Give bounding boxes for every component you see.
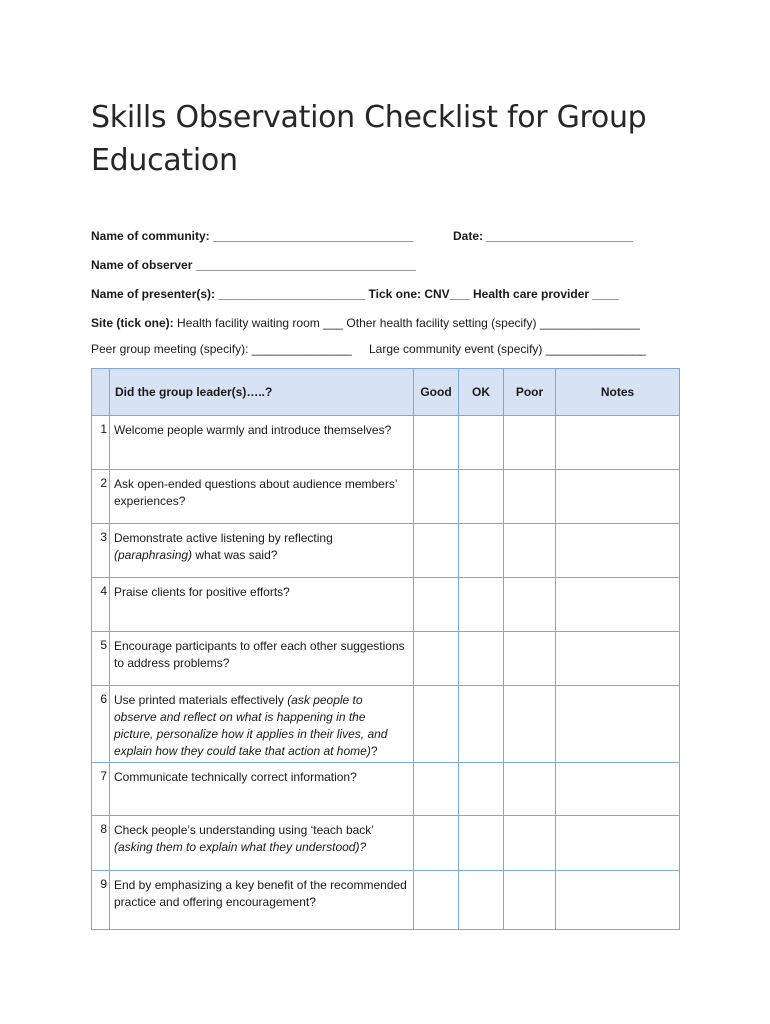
notes-cell[interactable] [556,416,680,470]
large-event-field[interactable]: Large community event (specify) _______________ [369,342,646,356]
site-field [91,315,640,331]
good-cell[interactable] [414,578,459,632]
row-question-text-end: ? [370,744,378,758]
site-options[interactable]: Health facility waiting room ___ Other health facility setting (specify) _______________ [173,316,640,330]
row-question-italic: (ask people to observe and reflect on what is happening in the picture, personalize how it applies in their lives, and explain how they could take that action at home) [114,693,388,758]
notes-cell[interactable] [556,763,680,816]
poor-cell[interactable] [504,524,556,578]
table-row [92,632,680,686]
poor-cell[interactable] [504,686,556,763]
row-question-text: Demonstrate active listening by reflecting [114,531,333,545]
good-cell[interactable] [414,524,459,578]
ok-cell[interactable] [459,470,504,524]
poor-cell[interactable] [504,816,556,871]
table-row [92,871,680,930]
row-question-text: Use printed materials effectively [114,693,288,707]
row-question: Welcome people warmly and introduce themselves? [110,416,414,470]
good-cell[interactable] [414,763,459,816]
ok-cell[interactable] [459,632,504,686]
header-question: Did the group leader(s)…..? [110,369,414,416]
notes-cell[interactable] [556,686,680,763]
page-title: Skills Observation Checklist for Group Education [91,100,647,178]
good-cell[interactable] [414,686,459,763]
header-ok: OK [459,369,504,416]
row-question: End by emphasizing a key benefit of the recommended practice and offering encouragement? [110,871,414,930]
header-notes: Notes [556,369,680,416]
notes-cell[interactable] [556,578,680,632]
row-question [110,816,414,871]
poor-cell[interactable] [504,416,556,470]
row-question: Communicate technically correct information? [110,763,414,816]
good-cell[interactable] [414,416,459,470]
observer-field [91,257,416,273]
table-row [92,524,680,578]
community-blank[interactable]: ______________________________ [209,229,414,243]
header-good: Good [414,369,459,416]
observer-blank[interactable]: _________________________________ [192,258,416,272]
good-cell[interactable] [414,816,459,871]
row-number: 4 [92,578,110,632]
ok-cell[interactable] [459,763,504,816]
ok-cell[interactable] [459,524,504,578]
tick-one-label[interactable]: Tick one: CNV___ Health care provider ____ [368,287,620,301]
row-question-text: Check people’s understanding using ‘teach back’ [114,823,374,837]
ok-cell[interactable] [459,416,504,470]
poor-cell[interactable] [504,578,556,632]
row-number: 6 [92,686,110,763]
peer-group-field[interactable]: Peer group meeting (specify): _______________ [91,342,352,356]
ok-cell[interactable] [459,686,504,763]
table-row [92,816,680,871]
table-row [92,470,680,524]
notes-cell[interactable] [556,524,680,578]
table-row [92,686,680,763]
good-cell[interactable] [414,470,459,524]
ok-cell[interactable] [459,871,504,930]
notes-cell[interactable] [556,816,680,871]
site-label: Site (tick one): [91,316,174,330]
notes-cell[interactable] [556,632,680,686]
ok-cell[interactable] [459,578,504,632]
row-question: Ask open-ended questions about audience members’ experiences? [110,470,414,524]
header-poor: Poor [504,369,556,416]
observer-label: Name of observer [91,258,193,272]
row-question [110,686,414,763]
row-question: Encourage participants to offer each other suggestions to address problems? [110,632,414,686]
poor-cell[interactable] [504,871,556,930]
poor-cell[interactable] [504,763,556,816]
row-question-italic: (paraphrasing) [114,548,193,562]
presenter-blank[interactable]: ______________________ [215,287,369,301]
table-row [92,416,680,470]
notes-cell[interactable] [556,470,680,524]
community-field [91,228,413,244]
row-question: Praise clients for positive efforts? [110,578,414,632]
row-number: 5 [92,632,110,686]
date-field [453,228,633,244]
date-blank[interactable]: ______________________ [483,229,634,243]
community-label: Name of community: [91,229,210,243]
checklist-table [91,368,680,930]
table-row [92,763,680,816]
poor-cell[interactable] [504,632,556,686]
row-number: 1 [92,416,110,470]
row-number: 8 [92,816,110,871]
date-label: Date: [453,229,484,243]
row-question-text-end: what was said? [192,548,278,562]
row-question-italic: (asking them to explain what they understood)? [114,840,367,854]
row-number: 3 [92,524,110,578]
notes-cell[interactable] [556,871,680,930]
poor-cell[interactable] [504,470,556,524]
header-number-cell [92,369,110,416]
table-row [92,578,680,632]
row-question [110,524,414,578]
presenter-label: Name of presenter(s): [91,287,216,301]
row-number: 9 [92,871,110,930]
presenter-field [91,286,619,302]
table-header-row [92,369,680,416]
good-cell[interactable] [414,632,459,686]
row-number: 2 [92,470,110,524]
ok-cell[interactable] [459,816,504,871]
row-number: 7 [92,763,110,816]
good-cell[interactable] [414,871,459,930]
